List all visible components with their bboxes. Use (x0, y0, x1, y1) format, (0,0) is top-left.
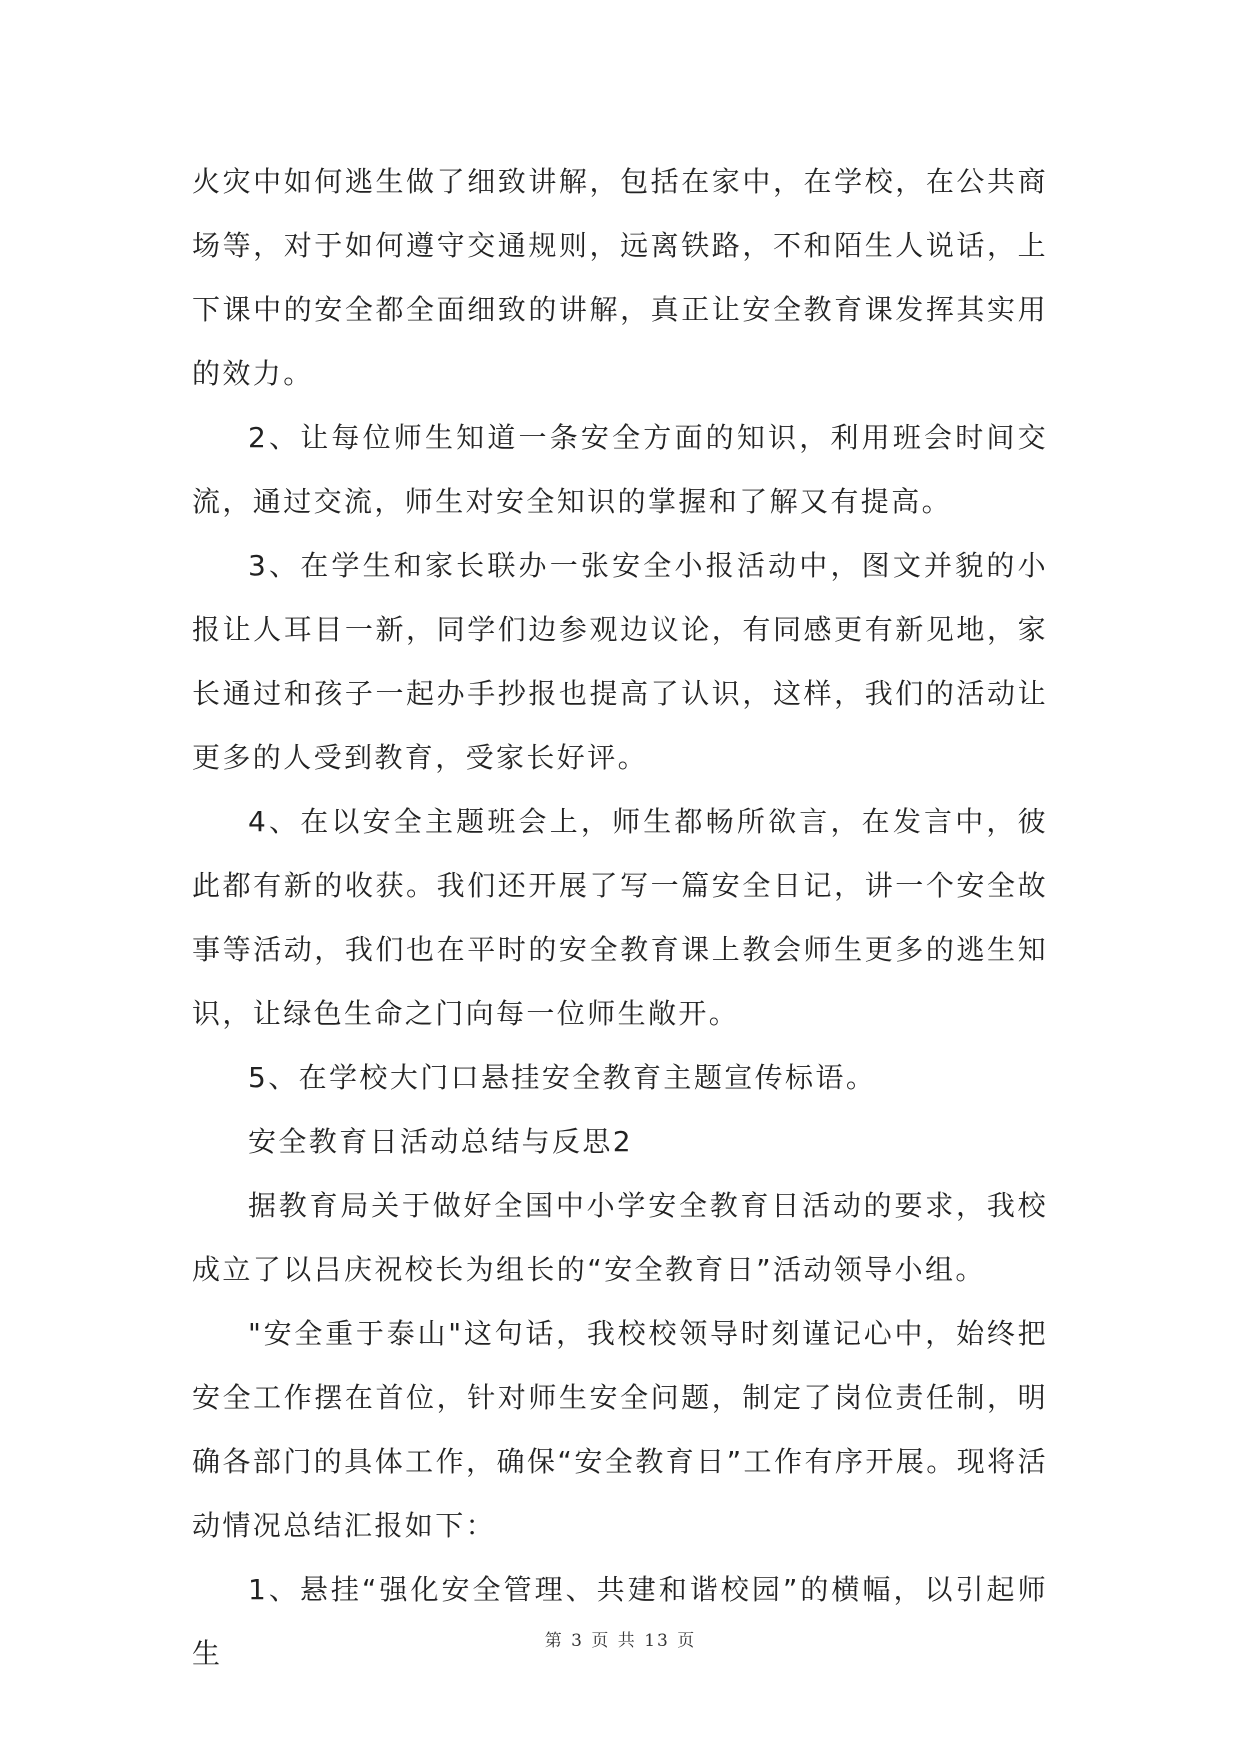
page-footer (0, 1626, 1241, 1651)
paragraph-intro: 据教育局关于做好全国中小学安全教育日活动的要求，我校成立了以吕庆祝校长为组长的“安全教育日”活动领导小组。 (192, 1189, 1048, 1286)
paragraph-item-1: 1、悬挂“强化安全管理、共建和谐校园”的横幅，以引起师生 (192, 1573, 1048, 1670)
paragraph-item-5: 5、在学校大门口悬挂安全教育主题宣传标语。 (248, 1061, 877, 1094)
paragraph-item-2: 2、让每位师生知道一条安全方面的知识，利用班会时间交流，通过交流，师生对安全知识的掌握和了解又有提高。 (192, 421, 1048, 518)
page-number: 第 3 页 共 13 页 (544, 1631, 697, 1651)
paragraph-item-4: 4、在以安全主题班会上，师生都畅所欲言，在发言中，彼此都有新的收获。我们还开展了写一篇安全日记，讲一个安全故事等活动，我们也在平时的安全教育课上教会师生更多的逃生知识，让绿色生命之门向每一位师生敞开。 (192, 805, 1048, 1030)
section-heading: 安全教育日活动总结与反思2 (248, 1125, 634, 1158)
paragraph-item-3: 3、在学生和家长联办一张安全小报活动中，图文并貌的小报让人耳目一新，同学们边参观边议论，有同感更有新见地，家长通过和孩子一起办手抄报也提高了认识，这样，我们的活动让更多的人受到教育，受家长好评。 (192, 549, 1048, 774)
paragraph-continuation: 火灾中如何逃生做了细致讲解，包括在家中，在学校，在公共商场等，对于如何遵守交通规则，远离铁路，不和陌生人说话，上下课中的安全都全面细致的讲解，真正让安全教育课发挥其实用的效力。 (192, 165, 1048, 390)
paragraph-summary: "安全重于泰山"这句话，我校校领导时刻谨记心中，始终把安全工作摆在首位，针对师生安全问题，制定了岗位责任制，明确各部门的具体工作，确保“安全教育日”工作有序开展。现将活动情况总结汇报如下： (192, 1317, 1048, 1542)
document-body (192, 150, 1048, 1686)
